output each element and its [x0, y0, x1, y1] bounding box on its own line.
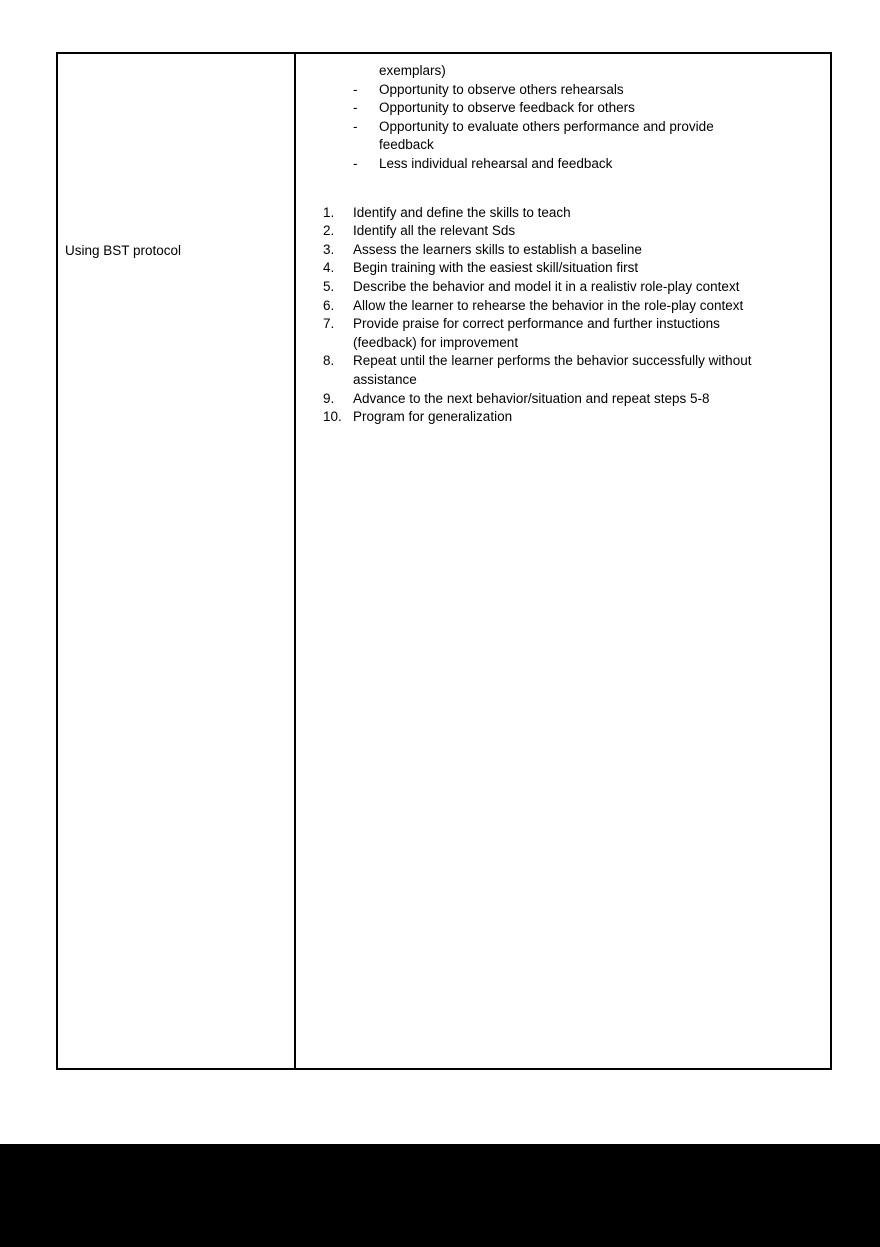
number-marker: 4. [323, 260, 335, 276]
number-marker: 7. [323, 316, 335, 332]
numbered-item-text: Assess the learners skills to establish a baseline [353, 241, 642, 257]
bullet-list [296, 81, 824, 174]
numbered-list-item [323, 297, 824, 316]
table-cell-topic [58, 54, 296, 1068]
numbered-list-item [323, 241, 824, 260]
bullet-item-text: Opportunity to observe feedback for others [379, 100, 635, 116]
number-marker: 1. [323, 204, 335, 220]
table-cell-content [296, 54, 830, 1068]
numbered-item-text: Repeat until the learner performs the behavior successfully without assistance [353, 353, 752, 387]
numbered-item-text: Begin training with the easiest skill/situation first [353, 260, 639, 276]
dash-marker: - [353, 118, 358, 134]
bullet-list-item [353, 155, 824, 174]
number-marker: 10. [323, 409, 342, 425]
numbered-list-item [323, 390, 824, 409]
topic-label: Using BST protocol [65, 243, 182, 258]
bullet-item-text: Less individual rehearsal and feedback [379, 155, 613, 171]
numbered-item-text: Identify all the relevant Sds [353, 223, 516, 239]
numbered-list-item [323, 278, 824, 297]
bullet-item-text: Opportunity to observe others rehearsals [379, 81, 624, 97]
bullet-list-item [353, 118, 824, 155]
numbered-item-text: Program for generalization [353, 409, 513, 425]
numbered-list-item [323, 222, 824, 241]
numbered-list-item [323, 408, 824, 427]
numbered-item-text: Allow the learner to rehearse the behavior in the role-play context [353, 297, 744, 313]
numbered-list-item [323, 204, 824, 223]
dash-marker: - [353, 155, 358, 171]
continuation-line: exemplars) [379, 63, 446, 78]
number-marker: 3. [323, 241, 335, 257]
bullet-list-item [353, 99, 824, 118]
letterbox-bar [0, 1144, 880, 1247]
number-marker: 5. [323, 278, 335, 294]
numbered-list-item [323, 352, 824, 389]
bullet-item-text: Opportunity to evaluate others performance and provide feedback [379, 118, 714, 153]
numbered-item-text: Provide praise for correct performance and further instuctions (feedback) for improvement [353, 316, 720, 350]
numbered-step-list [296, 204, 824, 427]
numbered-item-text: Identify and define the skills to teach [353, 204, 571, 220]
number-marker: 8. [323, 353, 335, 369]
numbered-item-text: Describe the behavior and model it in a realistiv role-play context [353, 278, 740, 294]
numbered-item-text: Advance to the next behavior/situation and repeat steps 5-8 [353, 390, 710, 406]
numbered-list-item [323, 259, 824, 278]
number-marker: 9. [323, 390, 335, 406]
bullet-list-item [353, 81, 824, 100]
dash-marker: - [353, 100, 358, 116]
content-table [56, 52, 832, 1070]
numbered-list-item [323, 315, 824, 352]
number-marker: 6. [323, 297, 335, 313]
number-marker: 2. [323, 223, 335, 239]
dash-marker: - [353, 81, 358, 97]
